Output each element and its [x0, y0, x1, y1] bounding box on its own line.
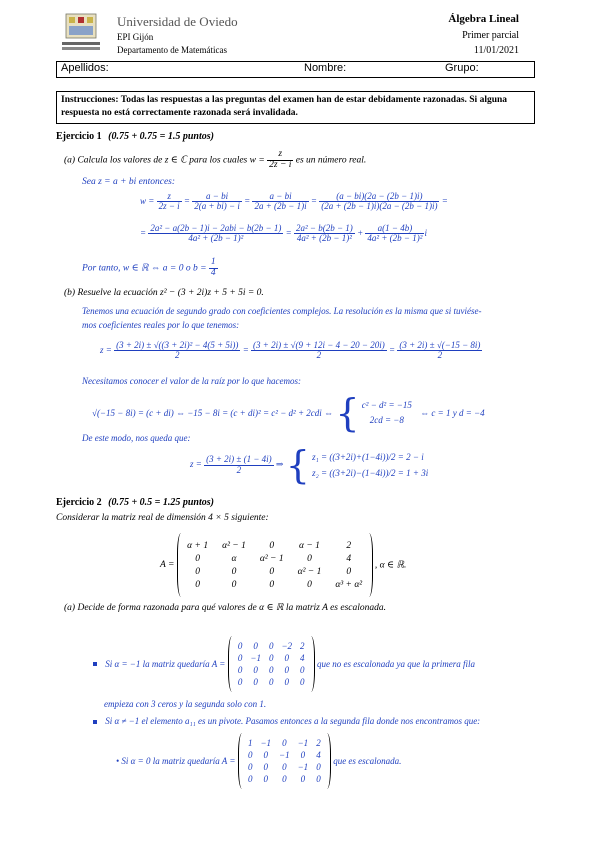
ex1-b-prompt: (b) Resuelve la ecuación z² − (3 + 2i)z + 5 + 5i = 0. [64, 288, 264, 298]
ex1-b-text2: mos coeficientes reales por lo que tenemos: [82, 320, 240, 330]
matrix-cell: 0 [253, 641, 258, 651]
matrix-cell: 0 [268, 653, 274, 663]
matrix-cell: α² − 1 [259, 553, 284, 564]
ex1-a-conclusion [82, 258, 218, 279]
group-field[interactable]: Grupo: [445, 62, 479, 74]
ex1-b-system-result: ⇔ c = 1 y d = −4 [420, 408, 485, 418]
ex2-case2-text: Si α ≠ −1 el elemento a₁₁ es un pivote. Pasamos entonces a la segunda fila donde nos encontramos que: [105, 716, 481, 726]
ex2-case3-pre: Si α = 0 la matriz quedaría A = [121, 756, 236, 766]
matrix-cell: 2 [316, 738, 321, 748]
matrix-cell: 0 [195, 553, 200, 564]
subbullet-icon: • [116, 756, 120, 766]
matrix-cell: α³ + α² [335, 579, 363, 590]
matrix-cell: 0 [263, 762, 268, 772]
matrix-cell: 1 [247, 738, 253, 748]
matrix-cell: 4 [316, 750, 321, 760]
matrix-cell: α² − 1 [297, 566, 322, 577]
matrix-cell: 0 [237, 641, 243, 651]
exercise-2-title: Ejercicio 2 [56, 497, 102, 508]
matrix-cell: 0 [263, 774, 268, 784]
case1-right-bracket [307, 636, 315, 692]
matrix-cell: 0 [300, 677, 305, 687]
ex2-case3-matrix [248, 738, 321, 784]
ex1-b-text3: Necesitamos conocer el valor de la raíz por lo que hacemos: [82, 376, 301, 386]
matrix-cell: 0 [237, 653, 243, 663]
exam-name: Primer parcial [462, 30, 519, 41]
ex1-a-prompt-post: es un número real. [295, 155, 367, 166]
matrix-cell: 0 [282, 738, 287, 748]
matrix-cell: 0 [284, 653, 289, 663]
matrix-cell: α [231, 553, 237, 564]
matrix-cell: 0 [300, 774, 306, 784]
matrix-cell: 0 [282, 774, 287, 784]
ex1-a-prompt-pre: (a) Calcula los valores de z ∈ ℂ para los cuales w = [64, 155, 265, 166]
ex2-case2 [93, 716, 480, 726]
exercise-1-heading [56, 131, 214, 142]
matrix-cell: 0 [284, 665, 289, 675]
exercise-2-points: (0.75 + 0.5 = 1.25 puntos) [108, 497, 214, 508]
matrix-cell: 0 [346, 566, 352, 577]
matrix-cell: α − 1 [299, 540, 320, 551]
case1-left-bracket [228, 636, 236, 692]
matrix-cell: −1 [260, 738, 272, 748]
ex2-case1 [93, 636, 475, 692]
matrix-cell: 0 [237, 677, 243, 687]
ex1-b-system-eq2: 2cd = −8 [369, 415, 404, 425]
ex1-b-z2: z₂ = ((3+2i)−(1−4i))/2 = 1 + 3i [312, 468, 429, 478]
instructions-text: Instrucciones: Todas las respuestas a las preguntas del examen han de estar debidamente razonadas. Si alguna respuesta no está correctamente razonada será invalidada. [61, 95, 508, 118]
case3-left-bracket [238, 733, 246, 789]
ex1-a-derivation-line2: = $\frac{\text{2a² − a(2b − 1)i − 2abi − b(2b − 1)}}{\text{4a² + (2b − 1)²}}$ = $\frac{\text{2a² − b(2b − 1)}}{\text{4a² + (2b − 1)²}}$ + $\frac{a(1 - 4b)}{\text{4a² + (2b − 1)²}}$ i [140, 223, 427, 244]
matrix-cell: 0 [231, 566, 237, 577]
matrix-cell: 4 [346, 553, 352, 564]
matrix-cell: 0 [307, 579, 312, 590]
matrix-cell: 0 [263, 750, 268, 760]
ex1-a-sea: Sea z = a + bi entonces: [82, 177, 176, 187]
ex2-matrix-block [160, 533, 406, 597]
ex1-b-system-brace: { [335, 391, 360, 435]
matrix-cell: 0 [269, 540, 275, 551]
matrix-cell: 0 [269, 579, 275, 590]
ex1-b-root-system [92, 391, 485, 435]
ex2-case1-matrix [238, 641, 305, 687]
matrix-cell: 2 [346, 540, 352, 551]
matrix-cell: 0 [195, 579, 200, 590]
matrix-cell: −2 [281, 641, 293, 651]
ex2-matrix-label: A = [160, 560, 175, 570]
subject-title: Álgebra Lineal [448, 13, 519, 25]
case3-right-bracket [323, 733, 331, 789]
instructions-box [56, 91, 535, 124]
department-name: Departamento de Matemáticas [117, 45, 227, 55]
matrix-cell: 2 [300, 641, 305, 651]
matrix-cell: 0 [195, 566, 200, 577]
ex2-matrix-right-bracket [365, 533, 373, 597]
matrix-cell: 0 [316, 762, 321, 772]
ex2-matrix-left-bracket [177, 533, 185, 597]
ex2-a-prompt: (a) Decide de forma razonada para qué valores de α ∈ ℝ la matriz A es escalonada. [64, 603, 387, 613]
matrix-cell: 0 [300, 665, 305, 675]
matrix-cell: 0 [268, 677, 274, 687]
surnames-field[interactable]: Apellidos: [61, 62, 109, 74]
university-name: Universidad de Oviedo [117, 14, 238, 29]
matrix-cell: α + 1 [187, 540, 209, 551]
exercise-1-title: Ejercicio 1 [56, 131, 102, 142]
matrix-cell: −1 [297, 738, 309, 748]
matrix-cell: 0 [316, 774, 321, 784]
ex1-a-b-value: $\frac{1}{4}$ [210, 257, 216, 278]
ex2-case1-post2: empieza con 3 ceros y la segunda solo con 1. [104, 699, 267, 709]
ex2-matrix-A [187, 541, 362, 590]
matrix-cell: 0 [237, 665, 243, 675]
exercise-2-heading [56, 497, 214, 508]
ex1-b-z1: z₁ = ((3+2i)+(1−4i))/2 = 2 − i [312, 452, 424, 462]
ex1-b-text4: De este modo, nos queda que: [82, 433, 191, 443]
matrix-cell: −1 [279, 750, 290, 760]
ex1-b-solutions: z = $\frac{(3 + 2i) \pm (1 - 4i)}{2}$ ⇒ { z₁ = ((3+2i)+(1−4i))/2 = 2 − i z₂ = ((3+2i)−(1−4i))/2 = 1 + 3i [190, 443, 429, 487]
ex2-case3-post: que es escalonada. [333, 756, 402, 766]
matrix-cell: 0 [268, 665, 274, 675]
school-name: EPI Gijón [117, 32, 154, 42]
ex2-case1-pre: Si α = −1 la matriz quedaría A = [105, 659, 226, 669]
matrix-cell: 4 [300, 653, 305, 663]
matrix-cell: −1 [250, 653, 261, 663]
ex1-b-quadratic-formula: z = $\frac{\text{(3 + 2i) ± √((3 + 2i)² − 4(5 + 5i))}}{2}$ = $\frac{(3 + 2i) \pm √(9 + 12i - 4 - 20 - 20i)}{2}$ = $\frac{(3 + 2i) \pm √(-15 - 8i)}{2}$ [100, 340, 481, 361]
matrix-cell: 0 [268, 641, 274, 651]
exam-date: 11/01/2021 [473, 45, 519, 56]
matrix-cell: 0 [269, 566, 275, 577]
matrix-cell: 0 [247, 762, 253, 772]
matrix-cell: 0 [231, 579, 237, 590]
ex1-a-conclusion-text: Por tanto, w ∈ ℝ ⇔ a = 0 o b = [82, 263, 207, 274]
ex1-b-root-line: √(−15 − 8i) = (c + di) ⇔ −15 − 8i = (c + di)² = c² − d² + 2cdi ⇔ [92, 408, 334, 418]
matrix-cell: 0 [300, 750, 306, 760]
student-info-box [56, 61, 535, 78]
exercise-1-points: (0.75 + 0.75 = 1.5 puntos) [108, 131, 214, 142]
ex1-a-prompt [64, 150, 366, 171]
matrix-cell: α² − 1 [222, 540, 246, 551]
matrix-cell: 0 [307, 553, 312, 564]
matrix-cell: 0 [247, 750, 253, 760]
matrix-cell: 0 [253, 665, 258, 675]
matrix-cell: 0 [282, 762, 287, 772]
ex1-a-w-fraction: $\frac{z}{2z - i}$ [269, 149, 292, 170]
bullet-icon [93, 720, 97, 724]
matrix-cell: 0 [284, 677, 289, 687]
ex1-b-text1: Tenemos una ecuación de segundo grado con coeficientes complejos. La resolución es la misma que si tuviése- [82, 306, 482, 316]
matrix-cell: 0 [247, 774, 253, 784]
ex2-case1-post1: que no es escalonada ya que la primera fila [317, 659, 476, 669]
bullet-icon [93, 662, 97, 666]
ex2-matrix-condition: , α ∈ ℝ. [374, 560, 407, 571]
ex2-intro: Considerar la matriz real de dimensión 4 × 5 siguiente: [56, 513, 269, 523]
name-field[interactable]: Nombre: [304, 62, 347, 74]
matrix-cell: −1 [297, 762, 309, 772]
matrix-cell: 0 [253, 677, 258, 687]
university-logo [60, 12, 102, 54]
ex1-a-derivation-line1: w = $\frac{z}{2z - i}$ = $\frac{a - bi}{2(a + bi) - i}$ = $\frac{a - bi}{2a + (2b - 1)i}$ = $\frac{(a - bi)(2a - (2b - 1)i)}{(2a + (2b - 1)i)(2a - (2b - 1)i)}$ = [140, 191, 448, 212]
ex1-b-solutions-brace: { [285, 443, 310, 487]
ex1-b-system-eq1: c² − d² = −15 [361, 400, 412, 410]
ex2-case3 [116, 733, 401, 789]
